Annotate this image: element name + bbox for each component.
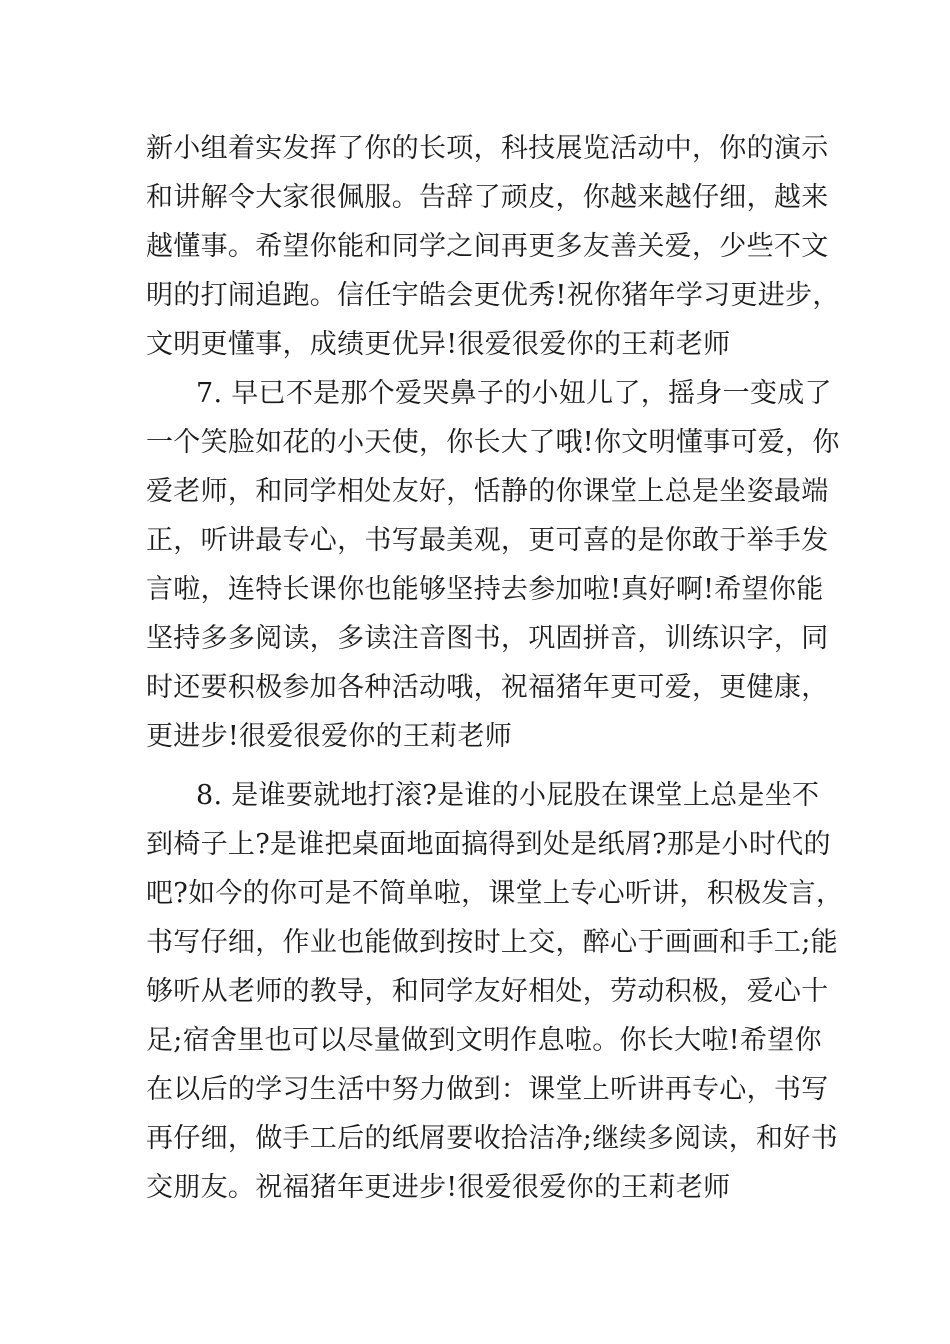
- text-line: 和讲解令大家很佩服。告辞了顽皮，你越来越仔细，越来: [146, 182, 829, 213]
- text-line: 足;宿舍里也可以尽量做到文明作息啦。你长大啦!希望你: [146, 1025, 822, 1056]
- text-line: 一个笑脸如花的小天使，你长大了哦!你文明懂事可爱，你: [146, 427, 840, 458]
- text-line: 吧?如今的你可是不简单啦，课堂上专心听讲，积极发言，: [146, 878, 844, 909]
- text-line: 新小组着实发挥了你的长项，科技展览活动中，你的演示: [146, 133, 829, 164]
- text-line: 坚持多多阅读，多读注音图书，巩固拼音，训练识字，同: [146, 623, 829, 654]
- text-line: 时还要积极参加各种活动哦，祝福猪年更可爱，更健康，: [146, 672, 829, 703]
- text-line: 文明更懂事，成绩更优异!很爱很爱你的王莉老师: [146, 329, 731, 360]
- text-line: 更进步!很爱很爱你的王莉老师: [146, 721, 513, 752]
- text-line: 再仔细，做手工后的纸屑要收拾洁净;继续多阅读，和好书: [146, 1123, 838, 1154]
- text-line: 明的打闹追跑。信任宇皓会更优秀!祝你猪年学习更进步，: [146, 280, 840, 311]
- text-line: 到椅子上?是谁把桌面地面搞得到处是纸屑?那是小时代的: [146, 829, 831, 860]
- text-line: 言啦，连特长课你也能够坚持去参加啦!真好啊!希望你能: [146, 574, 824, 605]
- text-line: 爱老师，和同学相处友好，恬静的你课堂上总是坐姿最端: [146, 476, 829, 507]
- text-line: 够听从老师的教导，和同学友好相处，劳动积极，爱心十: [146, 976, 829, 1007]
- text-line: 书写仔细，作业也能做到按时上交，醉心于画画和手工;能: [146, 927, 838, 958]
- list-item-7-start: 7. 早已不是那个爱哭鼻子的小妞儿了，摇身一变成了: [196, 378, 832, 409]
- text-line: 在以后的学习生活中努力做到：课堂上听讲再专心，书写: [146, 1074, 829, 1105]
- text-line: 越懂事。希望你能和同学之间再更多友善关爱，少些不文: [146, 231, 829, 262]
- text-line: 正，听讲最专心，书写最美观，更可喜的是你敢于举手发: [146, 525, 829, 556]
- list-item-8-start: 8. 是谁要就地打滚?是谁的小屁股在课堂上总是坐不: [196, 780, 820, 811]
- text-line: 交朋友。祝福猪年更进步!很爱很爱你的王莉老师: [146, 1172, 731, 1203]
